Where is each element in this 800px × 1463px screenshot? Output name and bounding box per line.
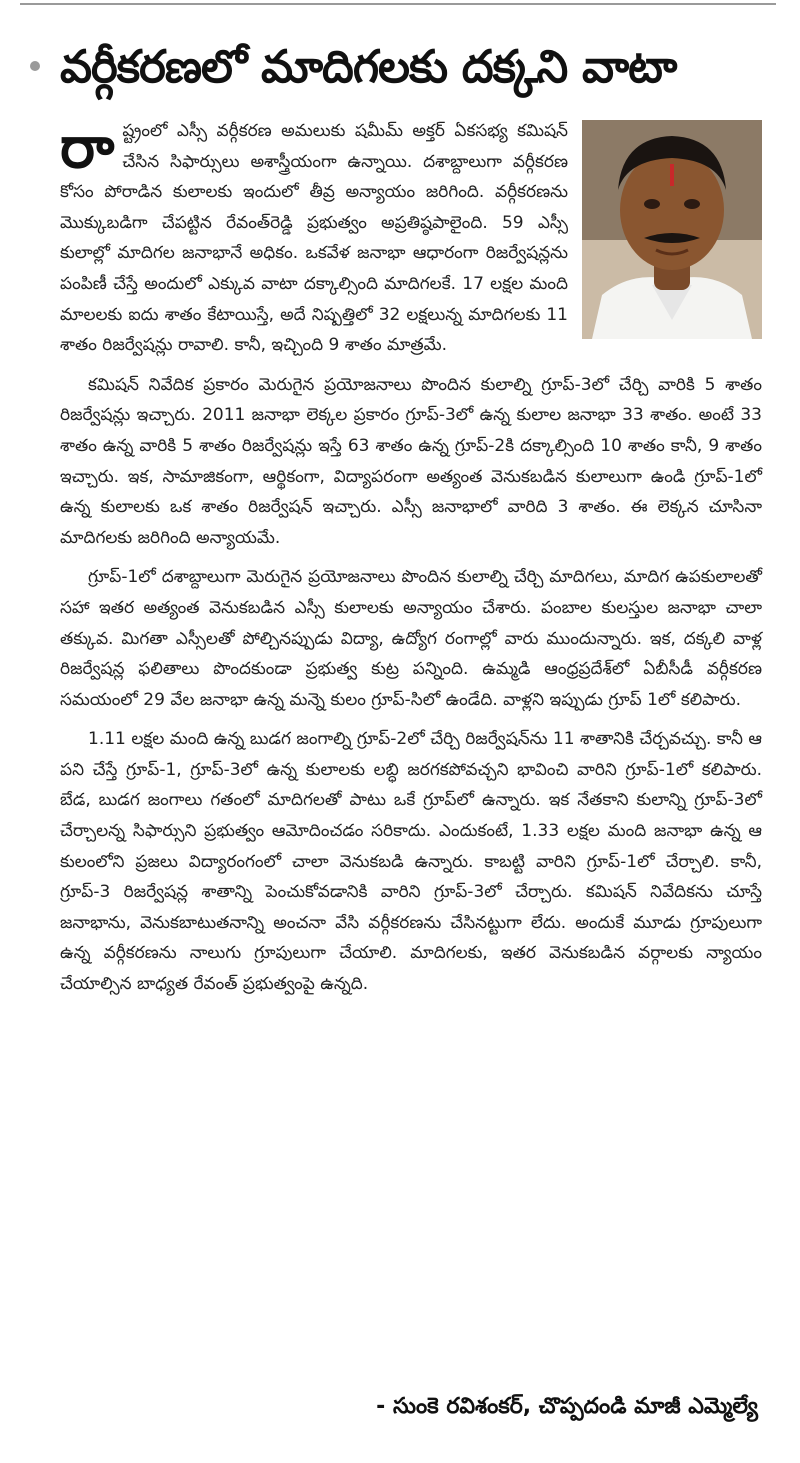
top-rule xyxy=(20,3,776,5)
portrait-photo-icon xyxy=(582,120,762,339)
author-photo xyxy=(582,120,762,339)
article-body xyxy=(60,113,762,1009)
paragraph-3: గ్రూప్-1లో దశాబ్దాలుగా మెరుగైన ప్రయోజనాలు పొందిన కులాల్ని చేర్చి మాదిగలు, మాదిగ ఉపకులాలతో సహా ఇతర అత్యంత వెనుకబడిన ఎస్సీ కులాలకు అన్యాయం చేశారు. పంబాల కులస్తుల జనాభా చాలా తక్కువ. మిగతా ఎస్సీలతో పోల్చినప్పుడు విద్యా, ఉద్యోగ రంగాల్లో వారు ముందున్నారు. ఇక, దక్కలి వాళ్ల రిజర్వేషన్ల ఫలితాలు పొందకుండా ప్రభుత్వ కుట్ర పన్నింది. ఉమ్మడి ఆంధ్రప్రదేశ్‌లో ఏబీసీడీ వర్గీకరణ సమయంలో 29 వేల జనాభా ఉన్న మన్నె కులం గ్రూప్-సిలో ఉండేది. వాళ్లని ఇప్పుడు గ్రూప్ 1లో కలిపారు. xyxy=(60,567,762,710)
paragraph-4: 1.11 లక్షల మంది ఉన్న బుడగ జంగాల్ని గ్రూప్-2లో చేర్చి రిజర్వేషన్‌ను 11 శాతానికి చేర్చవచ్చు. కానీ ఆ పని చేస్తే గ్రూప్-1, గ్రూప్-3లో ఉన్న కులాలకు లబ్ధి జరగకపోవచ్చని భావించి వారిని గ్రూప్-1లో కలిపారు. బేడ, బుడగ జంగాలు గతంలో మాదిగలతో పాటు ఒకే గ్రూప్‌లో ఉన్నారు. ఇక నేతకాని కులాన్ని గ్రూప్-3లో చేర్చాలన్న సిఫార్సుని ప్రభుత్వం ఆమోదించడం సరికాదు. ఎందుకంటే, 1.33 లక్షల మంది జనాభా ఉన్న ఆ కులంలోని ప్రజలు విద్యారంగంలో చాలా వెనుకబడి ఉన్నారు. కాబట్టి వారిని గ్రూప్-1లో చేర్చాలి. కానీ, గ్రూప్-3 రిజర్వేషన్ల శాతాన్ని పెంచుకోవడానికి వారిని గ్రూప్-3లో చేర్చారు. కమిషన్ నివేదికను చూస్తే జనాభాను, వెనుకబాటుతనాన్ని అంచనా వేసి వర్గీకరణను చేసినట్టుగా లేదు. అందుకే మూడు గ్రూపులుగా ఉన్న వర్గీకరణను నాలుగు గ్రూపులుగా చేయాలి. మాదిగలకు, ఇతర వెనుకబడిన వర్గాలకు న్యాయం చేయాల్సిన బాధ్యత రేవంత్ ప్రభుత్వంపై ఉన్నది. xyxy=(60,729,762,995)
paragraph-1-text: ష్ట్రంలో ఎస్సీ వర్గీకరణ అమలుకు షమీమ్ అక్తర్ ఏకసభ్య కమిషన్ చేసిన సిఫార్సులు అశాస్త్రీయంగా ఉన్నాయి. దశాబ్దాలుగా వర్గీకరణ కోసం పోరాడిన కులాలకు ఇందులో తీవ్ర అన్యాయం జరిగింది. వర్గీకరణను మొక్కుబడిగా చేపట్టిన రేవంత్‌రెడ్డి ప్రభుత్వం అప్రతిష్ఠపాలైంది. 59 ఎస్సీ కులాల్లో మాదిగల జనాభానే అధికం. ఒకవేళ జనాభా ఆధారంగా రిజర్వేషన్లను పంపిణీ చేస్తే అందులో ఎక్కువ వాటా దక్కాల్సింది మాదిగలకే. 17 లక్షల మంది మాలలకు ఐదు శాతం కేటాయిస్తే, అదే నిష్పత్తిలో 32 లక్షలున్న మాదిగలకు 11 శాతం రిజర్వేషన్లు రావాలి. కానీ, ఇచ్చింది 9 శాతం మాత్రమే. xyxy=(60,121,568,356)
headline-row xyxy=(30,26,770,106)
paragraph-2: కమిషన్ నివేదిక ప్రకారం మెరుగైన ప్రయోజనాలు పొందిన కులాల్ని గ్రూప్-3లో చేర్చి వారికి 5 శాతం రిజర్వేషన్లు ఇచ్చారు. 2011 జనాభా లెక్కల ప్రకారం గ్రూప్-3లో ఉన్న కులాల జనాభా 33 శాతం. అంటే 33 శాతం ఉన్న వారికి 5 శాతం రిజర్వేషన్లు ఇస్తే 63 శాతం ఉన్న గ్రూప్-2కి దక్కాల్సింది 10 శాతం కానీ, 9 శాతం ఇచ్చారు. ఇక, సామాజికంగా, ఆర్థికంగా, విద్యాపరంగా అత్యంత వెనుకబడిన కులాలుగా ఉండి గ్రూప్-1లో ఉన్న కులాలకు ఒక శాతం రిజర్వేషన్ ఇచ్చారు. ఎస్సీ జనాభాలో వారిది 3 శాతం. ఈ లెక్కన చూసినా మాదిగలకు జరిగింది అన్యాయమే. xyxy=(60,374,762,548)
byline: - సుంకె రవిశంకర్, చొప్పదండి మాజీ ఎమ్మెల్యే xyxy=(376,1394,758,1419)
headline-bullet-icon xyxy=(30,61,40,71)
drop-cap: రా xyxy=(60,113,115,181)
headline: వర్గీకరణలో మాదిగలకు దక్కని వాటా xyxy=(60,39,677,93)
